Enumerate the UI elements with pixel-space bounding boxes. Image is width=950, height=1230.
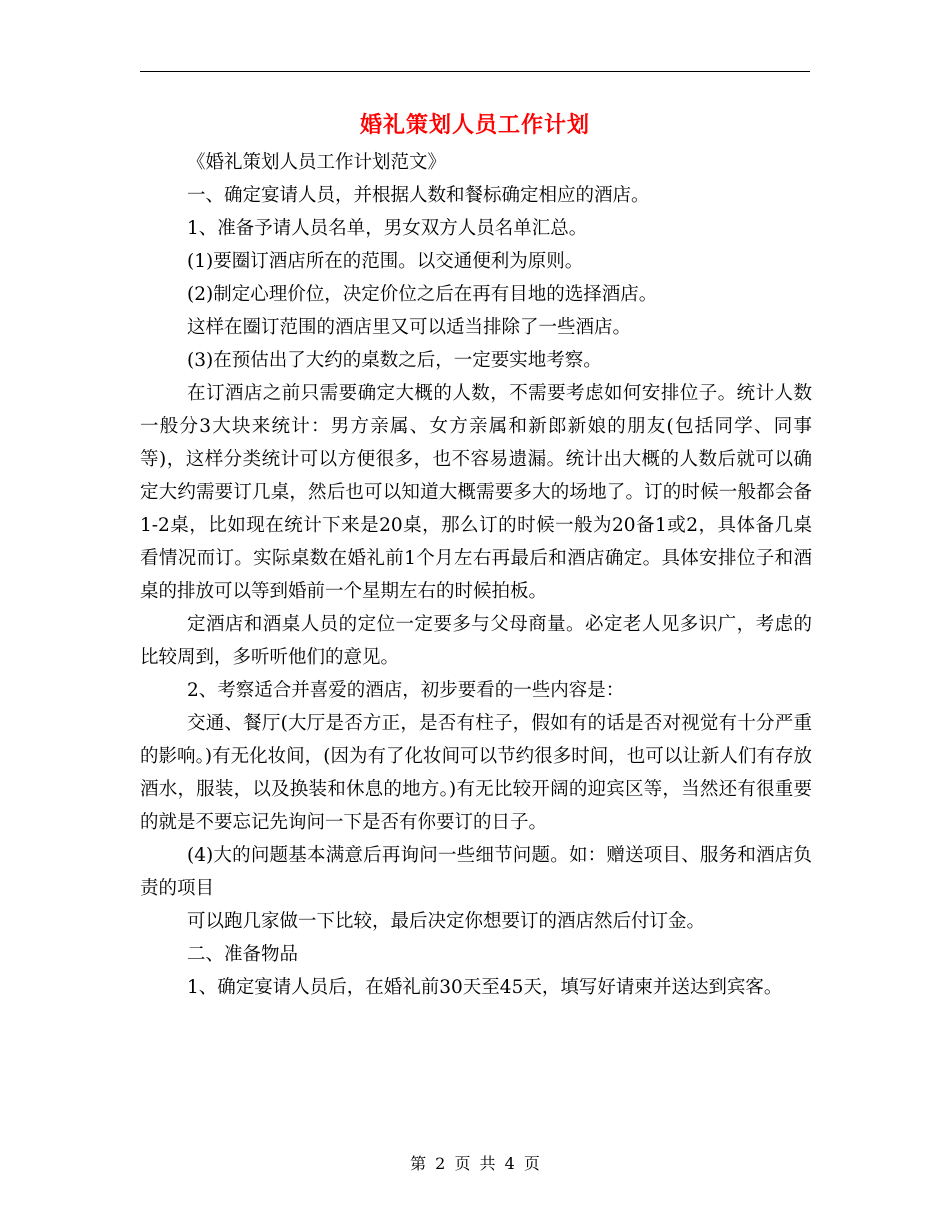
paragraph: 1、确定宴请人员后，在婚礼前30天至45天，填写好请柬并送达到宾客。: [187, 977, 783, 998]
paragraph: 2、考察适合并喜爱的酒店，初步要看的一些内容是：: [187, 680, 625, 701]
paragraph: 定酒店和酒桌人员的定位一定要多与父母商量。必定老人见多识广，考虑的比较周到，多听听他们的意见。: [140, 614, 812, 668]
paragraph: 在订酒店之前只需要确定大概的人数，不需要考虑如何安排位子。统计人数一般分3大块来统计：男方亲属、女方亲属和新郎新娘的朋友(包括同学、同事等)，这样分类统计可以方便很多，也不容易遗漏。统计出大概的人数后就可以确定大约需要订几桌，然后也可以知道大概需要多大的场地了。订的时候一般都会备1-2桌，比如现在统计下来是20桌，那么订的时候一般为20备1或2，具体备几桌看情况而订。实际桌数在婚礼前1个月左右再最后和酒店确定。具体安排位子和酒桌的排放可以等到婚前一个星期左右的时候拍板。: [140, 383, 812, 602]
paragraph: 这样在圈订范围的酒店里又可以适当排除了一些酒店。: [187, 317, 632, 338]
paragraph: 《婚礼策划人员工作计划范文》: [187, 152, 447, 173]
page-number: 第 2 页 共 4 页: [410, 1154, 540, 1173]
paragraph: 可以跑几家做一下比较，最后决定你想要订的酒店然后付订金。: [187, 911, 706, 932]
paragraph: (4)大的问题基本满意后再询问一些细节问题。如：赠送项目、服务和酒店负责的项目: [140, 845, 812, 899]
document-title: 婚礼策划人员工作计划: [359, 112, 590, 138]
paragraph: (3)在预估出了大约的桌数之后，一定要实地考察。: [187, 350, 602, 371]
paragraph: (1)要圈订酒店所在的范围。以交通便利为原则。: [187, 251, 584, 272]
paragraph: 交通、餐厅(大厅是否方正，是否有柱子，假如有的话是否对视觉有十分严重的影响。)有无化妆间，(因为有了化妆间可以节约很多时间，也可以让新人们有存放酒水，服装，以及换装和休息的地方。)有无比较开阔的迎宾区等，当然还有很重要的就是不要忘记先询问一下是否有你要订的日子。: [140, 713, 812, 833]
paragraph: 一、确定宴请人员，并根据人数和餐标确定相应的酒店。: [187, 185, 650, 206]
paragraph: (2)制定心理价位，决定价位之后在再有目地的选择酒店。: [187, 284, 658, 305]
document-body: [140, 146, 812, 1004]
header-rule: [140, 71, 810, 72]
paragraph: 二、准备物品: [187, 944, 299, 965]
paragraph: 1、准备予请人员名单，男女双方人员名单汇总。: [187, 218, 588, 239]
